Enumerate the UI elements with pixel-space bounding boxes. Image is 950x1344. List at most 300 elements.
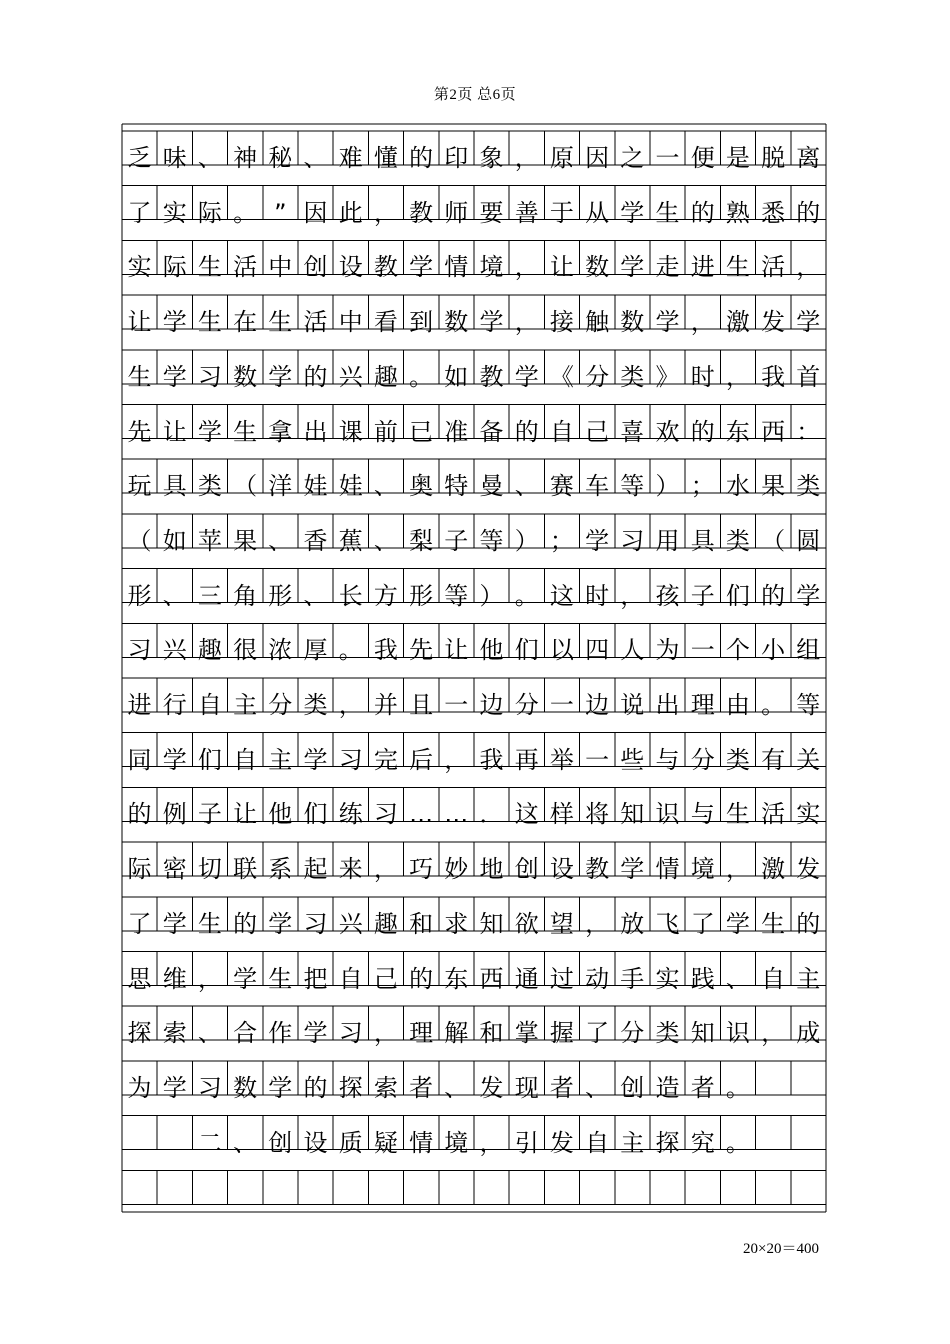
essay-char: 创: [268, 1128, 293, 1157]
essay-char: ：: [796, 417, 821, 446]
essay-char: 、: [162, 581, 187, 610]
essay-char: 、: [373, 526, 398, 555]
essay-char: 、: [268, 526, 293, 555]
essay-char: ，: [725, 362, 750, 391]
essay-char: 飞: [655, 909, 680, 938]
essay-char: 自: [233, 745, 258, 774]
essay-char: 学: [585, 526, 610, 555]
essay-char: 成: [796, 1019, 821, 1048]
essay-char: 学: [409, 253, 434, 282]
essay-char: 神: [233, 144, 258, 172]
essay-char: 习: [127, 636, 152, 665]
essay-char: 兴: [162, 636, 187, 665]
essay-char: 学: [796, 581, 821, 610]
essay-char: 学: [162, 909, 187, 938]
essay-char: 学: [620, 855, 645, 884]
essay-char: ．: [479, 800, 504, 829]
essay-char: 便: [690, 144, 715, 172]
essay-char: ，: [373, 855, 398, 884]
essay-char: 的: [690, 198, 715, 227]
essay-char: 类: [655, 1019, 680, 1048]
essay-char: 际: [162, 253, 187, 282]
essay-char: ，: [620, 581, 645, 610]
essay-char: 和: [479, 1019, 504, 1048]
essay-char: 为: [127, 1073, 152, 1102]
essay-char: （: [761, 526, 786, 555]
essay-char: 求: [444, 909, 469, 938]
essay-char: 兴: [338, 909, 363, 938]
essay-char: ，: [373, 1019, 398, 1048]
essay-char: 、: [197, 1019, 222, 1048]
essay-char: 发: [479, 1073, 504, 1102]
essay-char: 先: [127, 417, 152, 446]
essay-char: 学: [268, 909, 293, 938]
essay-char: 二: [197, 1128, 222, 1157]
essay-char: 学: [268, 1073, 293, 1102]
essay-char: 起: [303, 855, 328, 884]
essay-char: ，: [514, 308, 539, 337]
essay-char: 如: [444, 362, 469, 391]
essay-char: 识: [725, 1019, 750, 1048]
essay-char: 情: [655, 855, 680, 884]
essay-char: 赛: [549, 472, 574, 501]
essay-char: 的: [303, 362, 328, 391]
essay-char: 学: [655, 308, 680, 337]
essay-char: 生: [268, 964, 293, 993]
essay-char: （: [233, 472, 258, 501]
essay-char: 来: [338, 855, 363, 884]
essay-char: 类: [620, 362, 645, 391]
essay-char: 我: [373, 636, 398, 665]
essay-char: 孩: [655, 581, 680, 610]
essay-char: 学: [162, 1073, 187, 1102]
essay-char: 主: [620, 1128, 645, 1157]
essay-char: 方: [373, 581, 398, 610]
essay-char: ，: [761, 1019, 786, 1048]
essay-char: 疑: [373, 1128, 398, 1157]
essay-char: 例: [162, 800, 187, 829]
essay-char: 们: [197, 745, 222, 774]
essay-char: 发: [549, 1128, 574, 1157]
essay-char: 后: [409, 745, 434, 774]
essay-char: 妙: [444, 855, 469, 884]
essay-char: 生: [725, 253, 750, 282]
page-header: 第2页 总6页: [433, 87, 517, 103]
essay-char: 因: [303, 198, 328, 227]
essay-char: 地: [479, 855, 504, 884]
essay-char: 活: [303, 308, 328, 337]
essay-char: 蕉: [338, 526, 363, 555]
essay-char: 识: [655, 800, 680, 829]
essay-char: 合: [233, 1019, 258, 1048]
essay-char: 出: [655, 691, 680, 719]
essay-char: ，: [690, 308, 715, 337]
essay-char: 一: [690, 636, 715, 665]
essay-char: 小: [761, 636, 786, 665]
essay-char: 。: [338, 636, 363, 665]
essay-char: 练: [338, 800, 363, 829]
essay-char: 《: [549, 362, 574, 391]
essay-char: ，: [338, 691, 363, 719]
essay-char: 通: [514, 964, 539, 993]
essay-char: 生: [197, 253, 222, 282]
essay-char: 把: [303, 964, 328, 993]
essay-char: 因: [585, 144, 610, 172]
essay-char: 生: [655, 198, 680, 227]
essay-char: 由: [725, 691, 750, 719]
essay-char: 边: [479, 691, 504, 719]
essay-char: 境: [690, 855, 715, 884]
essay-char: 到: [409, 308, 434, 337]
essay-char: 分: [268, 691, 293, 719]
essay-char: 让: [127, 308, 152, 337]
essay-char: 习: [338, 745, 363, 774]
essay-char: 的: [127, 800, 152, 829]
essay-char: 熟: [725, 198, 750, 227]
essay-char: 学: [268, 362, 293, 391]
essay-char: 际: [127, 855, 152, 884]
essay-char: 生: [197, 308, 222, 337]
essay-char: 如: [162, 526, 187, 555]
grid-capacity-note: 20×20＝400: [743, 1241, 819, 1257]
essay-char: 、: [373, 472, 398, 501]
essay-char: 们: [725, 581, 750, 610]
essay-char: 分: [620, 1019, 645, 1048]
essay-char: 我: [479, 745, 504, 774]
essay-char: 三: [197, 581, 222, 610]
essay-char: 学: [620, 253, 645, 282]
essay-char: 实: [162, 198, 187, 227]
essay-char: 主: [233, 691, 258, 719]
essay-char: 类: [303, 691, 328, 719]
essay-char: 学: [197, 417, 222, 446]
essay-char: 索: [373, 1073, 398, 1102]
essay-char: 曼: [479, 472, 504, 501]
essay-char: 长: [338, 581, 363, 610]
essay-char: 时: [690, 362, 715, 391]
essay-char: 发: [761, 308, 786, 337]
essay-char: 浓: [268, 636, 293, 665]
essay-char: 备: [479, 417, 504, 446]
essay-char: 趣: [373, 909, 398, 938]
essay-char: 一: [444, 691, 469, 719]
essay-char: 秘: [268, 144, 293, 172]
essay-char: 同: [127, 745, 152, 774]
essay-char: 西: [479, 964, 504, 993]
essay-char: 果: [233, 526, 258, 555]
essay-char: 活: [761, 800, 786, 829]
essay-char: 味: [162, 144, 187, 172]
essay-char: 娃: [303, 472, 328, 501]
essay-char: 以: [549, 636, 574, 665]
essay-char: 组: [796, 636, 821, 665]
essay-char: 东: [444, 964, 469, 993]
essay-char: 奥: [409, 472, 434, 501]
essay-char: 了: [690, 909, 715, 938]
essay-char: ）: [479, 581, 504, 610]
essay-char: 自: [585, 1128, 610, 1157]
essay-char: 知: [690, 1019, 715, 1048]
essay-char: 一: [655, 144, 680, 172]
essay-char: 印: [444, 144, 469, 172]
essay-char: 象: [479, 144, 504, 172]
essay-char: 是: [725, 144, 750, 172]
essay-char: 一: [549, 691, 574, 719]
essay-char: 和: [409, 909, 434, 938]
essay-char: 境: [479, 253, 504, 282]
essay-char: 了: [127, 198, 152, 227]
essay-char: 首: [796, 362, 821, 391]
essay-char: 激: [761, 855, 786, 884]
essay-char: 、: [303, 144, 328, 172]
essay-char: 创: [303, 253, 328, 282]
essay-char: 设: [549, 855, 574, 884]
essay-char: 实: [127, 253, 152, 282]
essay-char: 探: [655, 1128, 680, 1157]
essay-char: 己: [373, 964, 398, 993]
essay-char: 习: [197, 1073, 222, 1102]
essay-char: 分: [514, 691, 539, 719]
essay-char: 。: [725, 1128, 750, 1157]
essay-char: 懂: [373, 144, 398, 172]
essay-char: 之: [620, 144, 645, 172]
essay-char: …: [444, 800, 469, 829]
essay-char: 了: [127, 909, 152, 938]
essay-char: ，: [197, 964, 222, 993]
essay-char: 这: [549, 581, 574, 610]
essay-char: 生: [127, 362, 152, 391]
essay-char: 从: [585, 198, 610, 227]
essay-char: 子: [690, 581, 715, 610]
essay-char: 际: [197, 198, 222, 227]
essay-char: ”: [274, 198, 287, 227]
essay-char: 实: [796, 800, 821, 829]
essay-char: 主: [268, 745, 293, 774]
essay-char: 手: [620, 964, 645, 993]
essay-char: 、: [514, 472, 539, 501]
essay-char: 梨: [409, 526, 434, 555]
essay-char: 脱: [761, 144, 786, 172]
essay-char: ；: [690, 472, 715, 501]
essay-char: 兴: [338, 362, 363, 391]
essay-char: 索: [162, 1019, 187, 1048]
essay-char: 学: [303, 745, 328, 774]
essay-char: 。: [725, 1073, 750, 1102]
essay-char: 已: [409, 417, 434, 446]
essay-char: 者: [690, 1073, 715, 1102]
essay-char: 学: [725, 909, 750, 938]
essay-char: 用: [655, 526, 680, 555]
essay-char: ；: [549, 526, 574, 555]
essay-char: 等: [444, 581, 469, 610]
essay-char: ）: [514, 526, 539, 555]
essay-char: 习: [338, 1019, 363, 1048]
essay-char: 西: [761, 417, 786, 446]
essay-char: 望: [549, 909, 574, 938]
essay-char: 让: [162, 417, 187, 446]
essay-char: 洋: [268, 472, 293, 501]
essay-char: 设: [303, 1128, 328, 1157]
essay-char: 与: [690, 800, 715, 829]
essay-char: 为: [655, 636, 680, 665]
essay-char: 创: [514, 855, 539, 884]
essay-char: 说: [620, 691, 645, 719]
essay-char: 有: [761, 745, 786, 774]
essay-char: 水: [725, 472, 750, 501]
essay-char: 境: [444, 1128, 469, 1157]
essay-char: 趣: [197, 636, 222, 665]
essay-char: 了: [585, 1019, 610, 1048]
essay-char: 苹: [197, 526, 222, 555]
essay-char: 己: [585, 417, 610, 446]
essay-char: 实: [655, 964, 680, 993]
essay-char: 的: [761, 581, 786, 610]
essay-char: 学: [620, 198, 645, 227]
essay-char: 些: [620, 745, 645, 774]
essay-char: 中: [338, 308, 363, 337]
essay-char: 类: [725, 526, 750, 555]
essay-char: 类: [725, 745, 750, 774]
essay-char: 香: [303, 526, 328, 555]
essay-char: 、: [444, 1073, 469, 1102]
essay-char: 们: [514, 636, 539, 665]
essay-char: 生: [761, 909, 786, 938]
essay-char: 情: [444, 253, 469, 282]
essay-char: 教: [409, 198, 434, 227]
essay-char: 的: [409, 144, 434, 172]
essay-char: 主: [796, 964, 821, 993]
essay-char: 分: [690, 745, 715, 774]
essay-char: 特: [444, 472, 469, 501]
essay-char: 在: [233, 308, 258, 337]
essay-char: 习: [620, 526, 645, 555]
essay-char: 的: [303, 1073, 328, 1102]
essay-char: 他: [268, 800, 293, 829]
essay-char: 让: [233, 800, 258, 829]
essay-char: 将: [585, 800, 610, 829]
essay-char: 者: [409, 1073, 434, 1102]
essay-char: 形: [268, 581, 293, 610]
essay-char: 握: [549, 1019, 574, 1048]
essay-char: 理: [690, 691, 715, 719]
essay-char: 学: [162, 745, 187, 774]
essay-char: 探: [127, 1019, 152, 1048]
essay-char: 类: [197, 472, 222, 501]
essay-char: ，: [725, 855, 750, 884]
essay-char: 等: [796, 691, 821, 719]
essay-char: 这: [514, 800, 539, 829]
essay-char: 看: [373, 308, 398, 337]
essay-char: 果: [761, 472, 786, 501]
essay-char: 准: [444, 417, 469, 446]
essay-char: （: [127, 526, 152, 555]
essay-char: 出: [303, 417, 328, 446]
essay-char: 的: [514, 417, 539, 446]
essay-char: 离: [796, 144, 821, 172]
essay-char: 教: [585, 855, 610, 884]
essay-char: 教: [479, 362, 504, 391]
essay-char: 自: [197, 691, 222, 719]
essay-char: ）: [655, 472, 680, 501]
essay-char: 类: [796, 472, 821, 501]
essay-char: 思: [127, 964, 152, 993]
essay-char: 形: [127, 581, 152, 610]
essay-char: 车: [585, 472, 610, 501]
essay-char: ，: [444, 745, 469, 774]
essay-char: 触: [585, 308, 610, 337]
essay-char: 接: [549, 308, 574, 337]
essay-char: 习: [303, 909, 328, 938]
essay-char: 掌: [514, 1019, 539, 1048]
essay-char: 知: [479, 909, 504, 938]
essay-char: 分: [585, 362, 610, 391]
essay-char: 活: [233, 253, 258, 282]
essay-char: 玩: [127, 472, 152, 501]
essay-char: 。: [514, 581, 539, 610]
essay-char: 。: [233, 198, 258, 227]
essay-char: 再: [514, 745, 539, 774]
essay-char: 圆: [796, 526, 821, 555]
essay-char: 造: [655, 1073, 680, 1102]
essay-char: 课: [338, 417, 363, 446]
essay-char: 原: [549, 144, 574, 172]
essay-char: 欲: [514, 909, 539, 938]
essay-char: 行: [162, 691, 187, 719]
essay-char: ，: [479, 1128, 504, 1157]
essay-char: 东: [725, 417, 750, 446]
essay-char: 子: [197, 800, 222, 829]
essay-char: 数: [444, 308, 469, 337]
essay-char: 作: [268, 1019, 293, 1048]
essay-char: 学: [303, 1019, 328, 1048]
essay-char: 学: [514, 362, 539, 391]
essay-char: 喜: [620, 417, 645, 446]
essay-char: 生: [197, 909, 222, 938]
essay-char: 教: [373, 253, 398, 282]
essay-char: 数: [233, 362, 258, 391]
essay-char: 究: [690, 1128, 715, 1157]
essay-char: 践: [690, 964, 715, 993]
essay-char: 中: [268, 253, 293, 282]
essay-char: 要: [479, 198, 504, 227]
essay-char: 让: [444, 636, 469, 665]
essay-char: 关: [796, 745, 821, 774]
essay-char: ，: [796, 253, 821, 282]
essay-char: 。: [761, 691, 786, 719]
essay-char: 知: [620, 800, 645, 829]
essay-char: ，: [585, 909, 610, 938]
essay-char: 的: [690, 417, 715, 446]
essay-char: 具: [690, 526, 715, 555]
essay-char: 学: [162, 362, 187, 391]
essay-char: 完: [373, 745, 398, 774]
essay-char: 娃: [338, 472, 363, 501]
essay-char: 厚: [303, 636, 328, 665]
essay-char: 让: [549, 253, 574, 282]
essay-char: 生: [268, 308, 293, 337]
essay-char: 动: [585, 964, 610, 993]
essay-char: 的: [409, 964, 434, 993]
essay-char: …: [409, 800, 434, 829]
essay-char: 先: [409, 636, 434, 665]
essay-char: 学: [796, 308, 821, 337]
essay-char: 理: [409, 1019, 434, 1048]
essay-char: 此: [338, 198, 363, 227]
essay-char: 、: [197, 144, 222, 172]
essay-char: 数: [620, 308, 645, 337]
essay-char: 学: [162, 308, 187, 337]
essay-char: 走: [655, 253, 680, 282]
